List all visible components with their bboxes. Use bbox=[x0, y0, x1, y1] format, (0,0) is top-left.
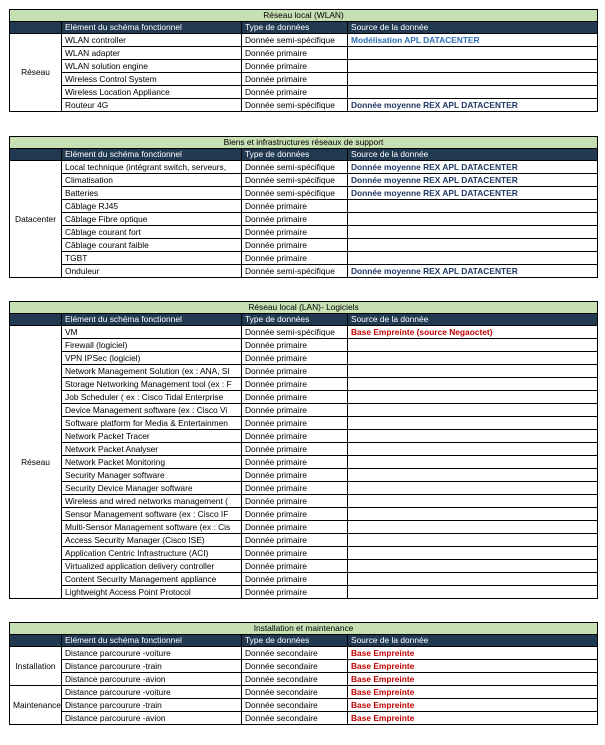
source-cell bbox=[348, 469, 598, 482]
type-cell: Donnée primaire bbox=[242, 73, 348, 86]
source-cell bbox=[348, 547, 598, 560]
source-cell bbox=[348, 534, 598, 547]
type-cell: Donnée primaire bbox=[242, 430, 348, 443]
element-cell: Wireless Control System bbox=[62, 73, 242, 86]
source-cell bbox=[348, 60, 598, 73]
category-cell: Datacenter bbox=[10, 161, 62, 278]
source-cell bbox=[348, 482, 598, 495]
element-cell: VM bbox=[62, 326, 242, 339]
source-cell: Donnée moyenne REX APL DATACENTER bbox=[348, 99, 598, 112]
table-row bbox=[10, 352, 598, 365]
element-cell: Câblage courant faible bbox=[62, 239, 242, 252]
type-cell: Donnée semi-spécifique bbox=[242, 187, 348, 200]
element-cell: Câblage Fibre optique bbox=[62, 213, 242, 226]
table-row bbox=[10, 239, 598, 252]
source-cell: Donnée moyenne REX APL DATACENTER bbox=[348, 174, 598, 187]
element-cell: Virtualized application delivery controller bbox=[62, 560, 242, 573]
source-cell bbox=[348, 521, 598, 534]
type-cell: Donnée primaire bbox=[242, 547, 348, 560]
source-cell bbox=[348, 86, 598, 99]
source-cell bbox=[348, 495, 598, 508]
table-row bbox=[10, 482, 598, 495]
header-element: Elément du schéma fonctionnel bbox=[62, 635, 242, 647]
source-cell: Base Empreinte bbox=[348, 673, 598, 686]
element-cell: Distance parcourure -voiture bbox=[62, 686, 242, 699]
element-cell: Distance parcourure -avion bbox=[62, 712, 242, 725]
element-cell: Application Centric Infrastructure (ACI) bbox=[62, 547, 242, 560]
source-cell bbox=[348, 573, 598, 586]
header-blank bbox=[10, 635, 62, 647]
element-cell: Sensor Management software (ex : Cisco IF bbox=[62, 508, 242, 521]
table-title: Réseau local (WLAN) bbox=[10, 10, 598, 22]
table-header-row bbox=[10, 22, 598, 34]
table-infrastructure bbox=[9, 136, 598, 278]
element-cell: Network Packet Monitoring bbox=[62, 456, 242, 469]
element-cell: Security Device Manager software bbox=[62, 482, 242, 495]
source-cell bbox=[348, 339, 598, 352]
type-cell: Donnée primaire bbox=[242, 495, 348, 508]
header-blank bbox=[10, 314, 62, 326]
source-cell bbox=[348, 586, 598, 599]
table-row bbox=[10, 660, 598, 673]
type-cell: Donnée semi-spécifique bbox=[242, 99, 348, 112]
element-cell: Wireless Location Appliance bbox=[62, 86, 242, 99]
type-cell: Donnée semi-spécifique bbox=[242, 161, 348, 174]
element-cell: Routeur 4G bbox=[62, 99, 242, 112]
element-cell: VPN IPSec (logiciel) bbox=[62, 352, 242, 365]
source-cell bbox=[348, 443, 598, 456]
table-row bbox=[10, 213, 598, 226]
header-source: Source de la donnée bbox=[348, 314, 598, 326]
type-cell: Donnée primaire bbox=[242, 482, 348, 495]
type-cell: Donnée primaire bbox=[242, 521, 348, 534]
element-cell: Network Packet Tracer bbox=[62, 430, 242, 443]
element-cell: TGBT bbox=[62, 252, 242, 265]
source-cell: Base Empreinte (source Negaoctet) bbox=[348, 326, 598, 339]
type-cell: Donnée semi-spécifique bbox=[242, 265, 348, 278]
element-cell: WLAN adapter bbox=[62, 47, 242, 60]
source-cell bbox=[348, 352, 598, 365]
type-cell: Donnée secondaire bbox=[242, 660, 348, 673]
table-row bbox=[10, 187, 598, 200]
element-cell: Distance parcourure -train bbox=[62, 660, 242, 673]
type-cell: Donnée semi-spécifique bbox=[242, 326, 348, 339]
header-element: Elément du schéma fonctionnel bbox=[62, 22, 242, 34]
source-cell: Base Empreinte bbox=[348, 699, 598, 712]
type-cell: Donnée secondaire bbox=[242, 699, 348, 712]
type-cell: Donnée primaire bbox=[242, 252, 348, 265]
type-cell: Donnée primaire bbox=[242, 508, 348, 521]
element-cell: Software platform for Media & Entertainmen bbox=[62, 417, 242, 430]
element-cell: Distance parcourure -voiture bbox=[62, 647, 242, 660]
header-blank bbox=[10, 149, 62, 161]
source-cell bbox=[348, 430, 598, 443]
element-cell: WLAN solution engine bbox=[62, 60, 242, 73]
table-row bbox=[10, 86, 598, 99]
table-row bbox=[10, 560, 598, 573]
header-type: Type de données bbox=[242, 149, 348, 161]
type-cell: Donnée primaire bbox=[242, 560, 348, 573]
element-cell: Wireless and wired networks management ( bbox=[62, 495, 242, 508]
table-row bbox=[10, 73, 598, 86]
table-row bbox=[10, 686, 598, 699]
element-cell: Network Packet Analyser bbox=[62, 443, 242, 456]
table-title: Biens et infrastructures réseaux de support bbox=[10, 137, 598, 149]
source-cell bbox=[348, 560, 598, 573]
type-cell: Donnée primaire bbox=[242, 404, 348, 417]
source-cell: Modélisation APL DATACENTER bbox=[348, 34, 598, 47]
category-cell: Maintenance bbox=[10, 686, 62, 725]
type-cell: Donnée primaire bbox=[242, 534, 348, 547]
source-cell bbox=[348, 391, 598, 404]
element-cell: WLAN controller bbox=[62, 34, 242, 47]
source-cell: Donnée moyenne REX APL DATACENTER bbox=[348, 161, 598, 174]
type-cell: Donnée primaire bbox=[242, 86, 348, 99]
header-type: Type de données bbox=[242, 635, 348, 647]
element-cell: Distance parcourure -train bbox=[62, 699, 242, 712]
source-cell: Donnée moyenne REX APL DATACENTER bbox=[348, 187, 598, 200]
element-cell: Câblage RJ45 bbox=[62, 200, 242, 213]
table-row bbox=[10, 469, 598, 482]
source-cell: Donnée moyenne REX APL DATACENTER bbox=[348, 265, 598, 278]
element-cell: Access Security Manager (Cisco ISE) bbox=[62, 534, 242, 547]
element-cell: Storage Networking Management tool (ex : F bbox=[62, 378, 242, 391]
table-row bbox=[10, 547, 598, 560]
source-cell bbox=[348, 417, 598, 430]
type-cell: Donnée primaire bbox=[242, 573, 348, 586]
header-source: Source de la donnée bbox=[348, 22, 598, 34]
type-cell: Donnée primaire bbox=[242, 443, 348, 456]
type-cell: Donnée primaire bbox=[242, 365, 348, 378]
type-cell: Donnée primaire bbox=[242, 60, 348, 73]
source-cell bbox=[348, 226, 598, 239]
table-row bbox=[10, 534, 598, 547]
table-row bbox=[10, 365, 598, 378]
table-header-row bbox=[10, 149, 598, 161]
header-type: Type de données bbox=[242, 22, 348, 34]
table-row bbox=[10, 200, 598, 213]
table-row bbox=[10, 430, 598, 443]
element-cell: Security Manager software bbox=[62, 469, 242, 482]
type-cell: Donnée primaire bbox=[242, 213, 348, 226]
element-cell: Lightweight Access Point Protocol bbox=[62, 586, 242, 599]
type-cell: Donnée primaire bbox=[242, 352, 348, 365]
type-cell: Donnée secondaire bbox=[242, 673, 348, 686]
type-cell: Donnée primaire bbox=[242, 456, 348, 469]
table-row bbox=[10, 586, 598, 599]
source-cell bbox=[348, 213, 598, 226]
table-row bbox=[10, 647, 598, 660]
source-cell: Base Empreinte bbox=[348, 686, 598, 699]
element-cell: Batteries bbox=[62, 187, 242, 200]
source-cell bbox=[348, 239, 598, 252]
table-row bbox=[10, 443, 598, 456]
table-row bbox=[10, 99, 598, 112]
table-row bbox=[10, 265, 598, 278]
type-cell: Donnée secondaire bbox=[242, 712, 348, 725]
type-cell: Donnée semi-spécifique bbox=[242, 34, 348, 47]
element-cell: Multi-Sensor Management software (ex : Cis bbox=[62, 521, 242, 534]
table-row bbox=[10, 326, 598, 339]
table-row bbox=[10, 508, 598, 521]
table-row bbox=[10, 699, 598, 712]
element-cell: Content Security Management appliance bbox=[62, 573, 242, 586]
source-cell bbox=[348, 73, 598, 86]
table-row bbox=[10, 391, 598, 404]
table-row bbox=[10, 521, 598, 534]
table-title: Installation et maintenance bbox=[10, 623, 598, 635]
source-cell bbox=[348, 252, 598, 265]
type-cell: Donnée secondaire bbox=[242, 686, 348, 699]
table-header-row bbox=[10, 314, 598, 326]
header-source: Source de la donnée bbox=[348, 149, 598, 161]
source-cell bbox=[348, 365, 598, 378]
table-row bbox=[10, 47, 598, 60]
type-cell: Donnée primaire bbox=[242, 339, 348, 352]
header-element: Elément du schéma fonctionnel bbox=[62, 314, 242, 326]
type-cell: Donnée primaire bbox=[242, 47, 348, 60]
table-row bbox=[10, 495, 598, 508]
table-row bbox=[10, 573, 598, 586]
table-row bbox=[10, 34, 598, 47]
element-cell: Device Management software (ex : Cisco Vi bbox=[62, 404, 242, 417]
header-type: Type de données bbox=[242, 314, 348, 326]
table-installation-maintenance bbox=[9, 622, 598, 725]
table-lan-software bbox=[9, 301, 598, 599]
source-cell: Base Empreinte bbox=[348, 647, 598, 660]
header-source: Source de la donnée bbox=[348, 635, 598, 647]
source-cell bbox=[348, 404, 598, 417]
element-cell: Job Scheduler ( ex : Cisco Tidal Enterprise bbox=[62, 391, 242, 404]
type-cell: Donnée primaire bbox=[242, 226, 348, 239]
element-cell: Local technique (intégrant switch, serveurs, bbox=[62, 161, 242, 174]
element-cell: Firewall (logiciel) bbox=[62, 339, 242, 352]
type-cell: Donnée primaire bbox=[242, 417, 348, 430]
category-cell: Installation bbox=[10, 647, 62, 686]
type-cell: Donnée secondaire bbox=[242, 647, 348, 660]
source-cell bbox=[348, 47, 598, 60]
type-cell: Donnée primaire bbox=[242, 469, 348, 482]
source-cell bbox=[348, 508, 598, 521]
source-cell: Base Empreinte bbox=[348, 712, 598, 725]
category-cell: Réseau bbox=[10, 34, 62, 112]
source-cell bbox=[348, 456, 598, 469]
table-row bbox=[10, 161, 598, 174]
table-row bbox=[10, 378, 598, 391]
element-cell: Network Management Solution (ex : ANA, Sl bbox=[62, 365, 242, 378]
table-row bbox=[10, 60, 598, 73]
table-row bbox=[10, 252, 598, 265]
table-row bbox=[10, 339, 598, 352]
element-cell: Onduleur bbox=[62, 265, 242, 278]
element-cell: Climatisation bbox=[62, 174, 242, 187]
table-row bbox=[10, 712, 598, 725]
table-wlan bbox=[9, 9, 598, 112]
type-cell: Donnée primaire bbox=[242, 239, 348, 252]
table-row bbox=[10, 456, 598, 469]
header-blank bbox=[10, 22, 62, 34]
header-element: Elément du schéma fonctionnel bbox=[62, 149, 242, 161]
table-title: Réseau local (LAN)- Logiciels bbox=[10, 302, 598, 314]
table-row bbox=[10, 417, 598, 430]
table-row bbox=[10, 673, 598, 686]
type-cell: Donnée primaire bbox=[242, 200, 348, 213]
table-row bbox=[10, 174, 598, 187]
type-cell: Donnée primaire bbox=[242, 586, 348, 599]
source-cell bbox=[348, 200, 598, 213]
table-header-row bbox=[10, 635, 598, 647]
category-cell: Réseau bbox=[10, 326, 62, 599]
source-cell bbox=[348, 378, 598, 391]
table-row bbox=[10, 226, 598, 239]
element-cell: Distance parcourure -avion bbox=[62, 673, 242, 686]
source-cell: Base Empreinte bbox=[348, 660, 598, 673]
type-cell: Donnée primaire bbox=[242, 391, 348, 404]
type-cell: Donnée primaire bbox=[242, 378, 348, 391]
table-row bbox=[10, 404, 598, 417]
element-cell: Câblage courant fort bbox=[62, 226, 242, 239]
type-cell: Donnée semi-spécifique bbox=[242, 174, 348, 187]
